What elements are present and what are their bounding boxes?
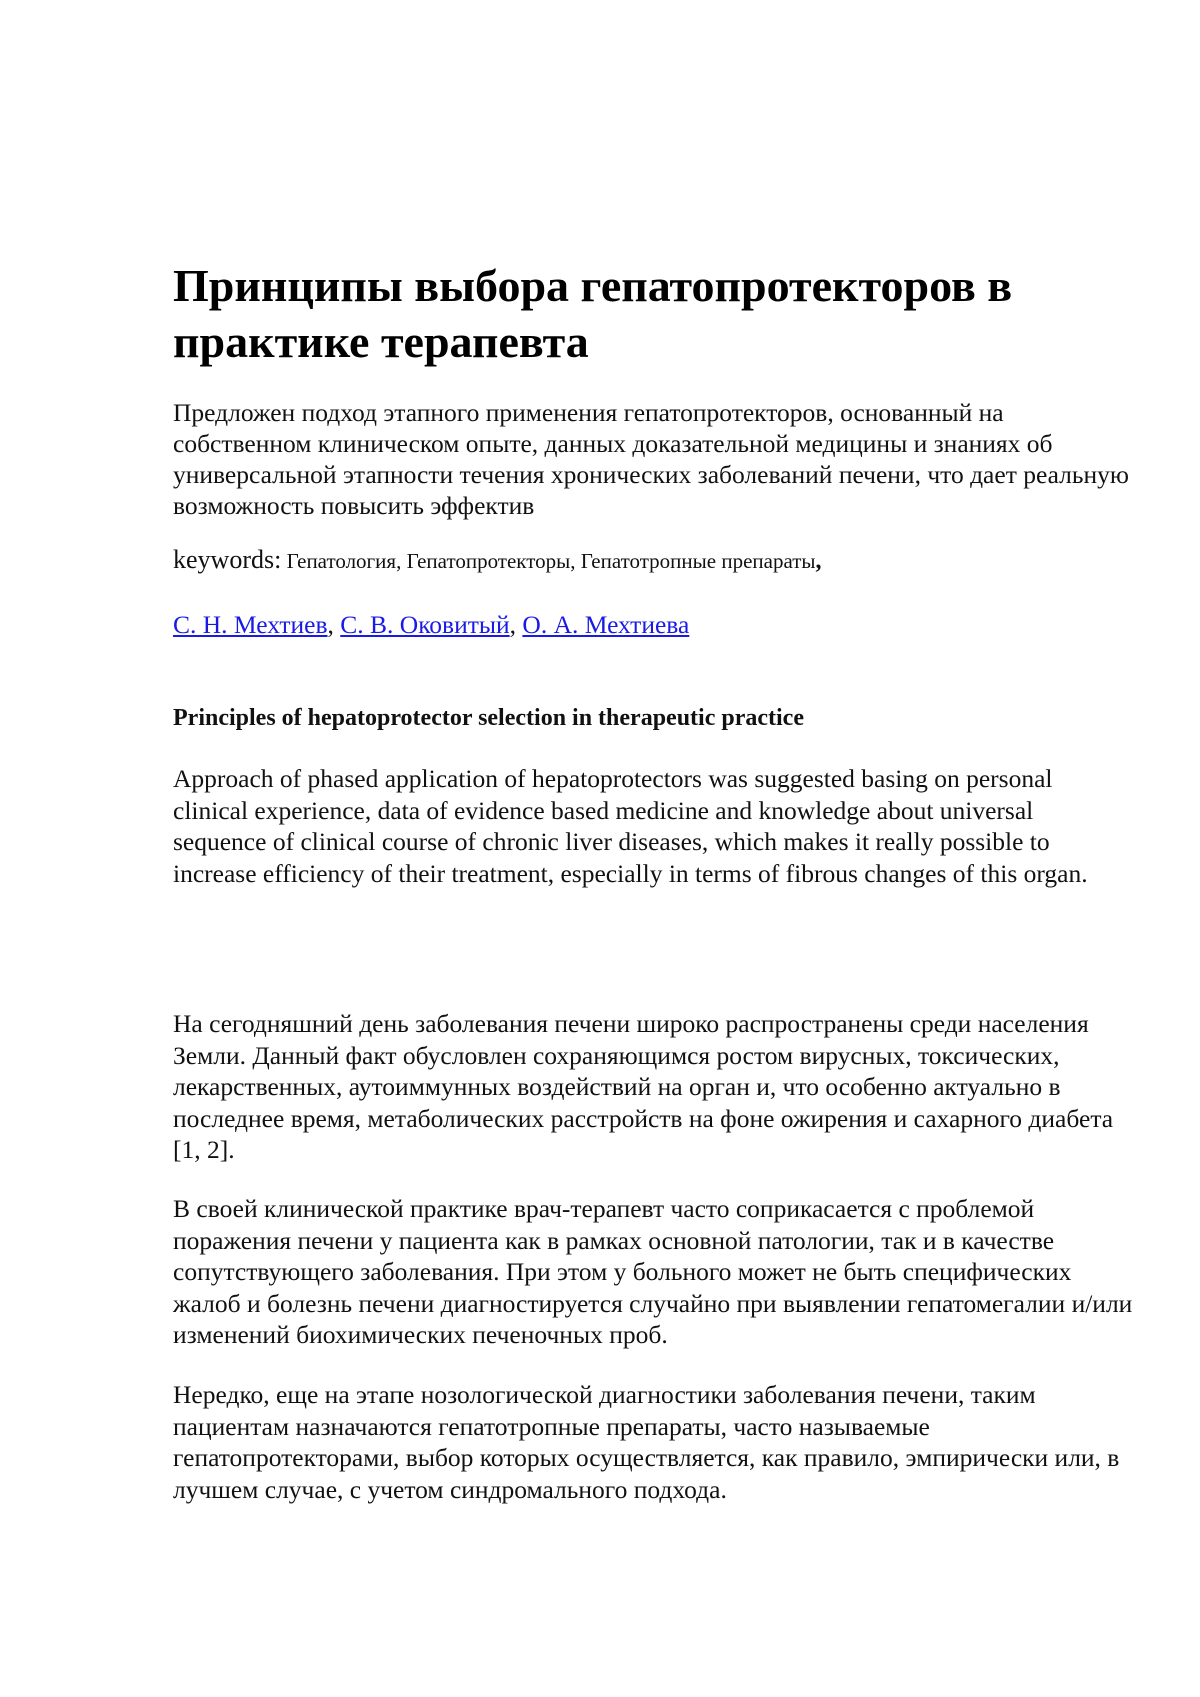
- author-separator: ,: [509, 610, 523, 639]
- abstract-russian: Предложен подход этапного применения гепатопротекторов, основанный на собственном клиническом опыте, данных доказательной медицины и знаниях об универсальной этапности течения хронических заболеваний печени, что дает реальную возможность повысить эффектив: [173, 398, 1129, 520]
- body-paragraph: В своей клинической практике врач-терапевт часто соприкасается с проблемой поражения печени у пациента как в рамках основной патологии, так и в качестве сопутствующего заболевания. При этом у больного может не быть специфических жалоб и болезнь печени диагностируется случайно при выявлении гепатомегалии и/или изменений биохимических печеночных проб.: [173, 1194, 1133, 1349]
- authors-line: [173, 609, 1133, 640]
- keywords-line: [173, 545, 1133, 576]
- author-link-mekhtiev[interactable]: С. Н. Мехтиев: [173, 610, 328, 639]
- body-paragraph: На сегодняшний день заболевания печени широко распространены среди населения Земли. Данный факт обусловлен сохраняющимся ростом вирусных, токсических, лекарственных, аутоиммунных воздействий на орган и, что особенно актуально в последнее время, метаболических расстройств на фоне ожирения и сахарного диабета [1, 2].: [173, 1009, 1114, 1164]
- abstract-english: Approach of phased application of hepatoprotectors was suggested basing on personal clinical experience, data of evidence based medicine and knowledge about universal sequence of clinical course of chronic liver diseases, which makes it really possible to increase efficiency of their treatment, especially in terms of fibrous changes of this organ.: [173, 764, 1088, 888]
- author-separator: ,: [327, 610, 341, 639]
- keywords-separator: ,: [815, 548, 822, 574]
- keywords-label: keywords:: [173, 545, 282, 574]
- author-link-mekhtieva[interactable]: О. А. Мехтиева: [522, 610, 690, 639]
- article-title-english: Principles of hepatoprotector selection in therapeutic practice: [173, 705, 804, 731]
- article-title: Принципы выбора гепатопротекторов в практике терапевта: [173, 260, 1013, 367]
- author-link-okovityi[interactable]: С. В. Оковитый: [340, 610, 510, 639]
- body-paragraph: Нередко, еще на этапе нозологической диагностики заболевания печени, таким пациентам назначаются гепатотропные препараты, часто называемые гепатопротекторами, выбор которых осуществляется, как правило, эмпирически или, в лучшем случае, с учетом синдромального подхода.: [173, 1380, 1120, 1504]
- keywords-list: Гепатология, Гепатопротекторы, Гепатотропные препараты: [281, 549, 816, 573]
